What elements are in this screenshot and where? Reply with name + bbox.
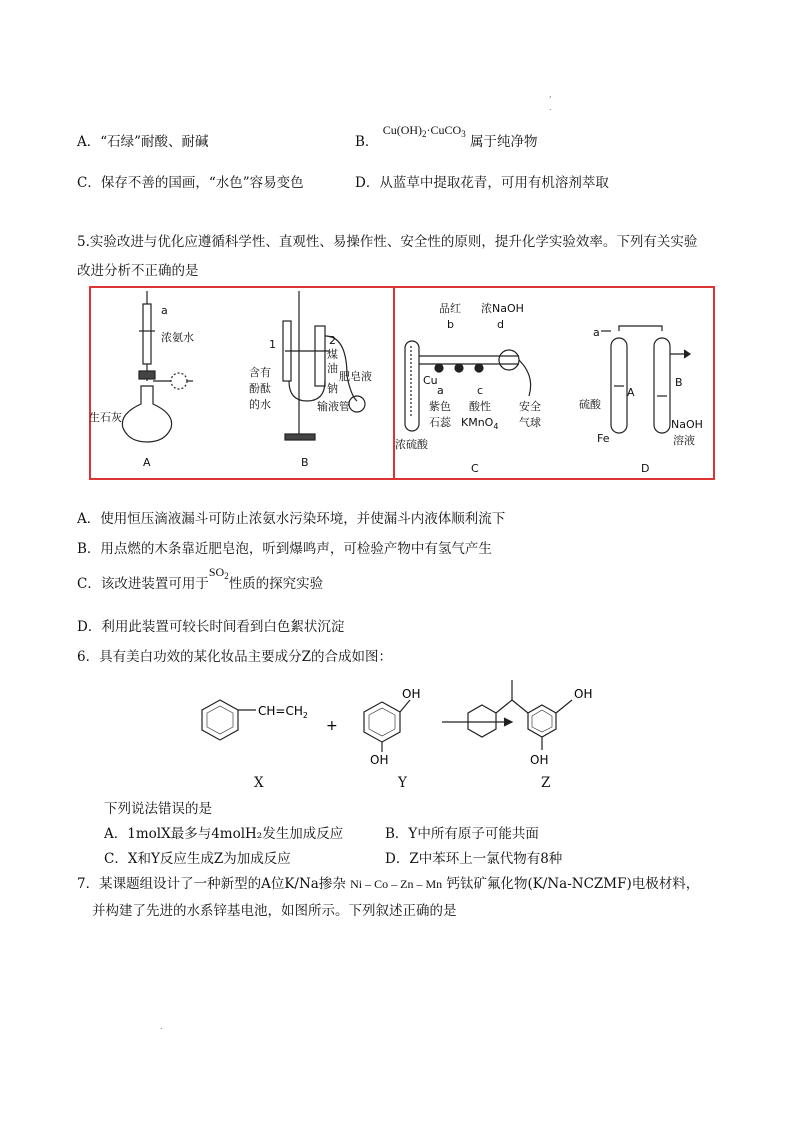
- label-tube: 输液管: [317, 400, 350, 413]
- q5-option-c-suffix: 性质的探究实验: [228, 576, 324, 592]
- q4-option-b-formula: $Cu(OH)_2\cdot CuCO_3$: [382, 123, 466, 139]
- q6-option-b: B．Y中所有原子可能共面: [385, 826, 539, 842]
- q5-option-d: D．利用此装置可较长时间看到白色絮状沉淀: [77, 619, 345, 635]
- q5-option-c-prefix: C．该改进装置可用于: [77, 576, 209, 592]
- q4-option-c: C．保存不善的国画，“水色”容易变色: [77, 175, 304, 191]
- label-1: 1: [269, 338, 276, 351]
- label-pinhong: 品红: [439, 302, 461, 315]
- label-z: Z: [541, 775, 551, 791]
- label-a2: a: [437, 384, 444, 397]
- q5-option-a: A．使用恒压滴液漏斗可防止浓氨水污染环境，并使漏斗内液体顺利流下: [77, 511, 506, 527]
- label-quicklime: 生石灰: [89, 411, 122, 424]
- label-c2: c: [477, 384, 484, 397]
- y-oh-bottom: OH: [370, 753, 389, 767]
- label-b: b: [447, 318, 454, 331]
- label-fe: Fe: [597, 432, 610, 445]
- label-sodium: 钠: [327, 382, 338, 395]
- q5-stem-line1: 5.实验改进与优化应遵循科学性、直观性、易操作性、安全性的原则，提升化学实验效率。下列有关实验: [77, 234, 698, 250]
- label-naoh-d2: 溶液: [673, 434, 695, 447]
- label-naoh-d1: NaOH: [671, 418, 703, 431]
- label-y: Y: [398, 775, 407, 791]
- stray-dot: .: [549, 103, 552, 112]
- label-phenolphthalein-2: 酚酞: [249, 382, 271, 395]
- q5-option-b: B．用点燃的木条靠近肥皂泡，听到爆鸣声，可检验产物中有氢气产生: [77, 541, 492, 557]
- q6-intro: 下列说法错误的是: [104, 801, 212, 817]
- q7-line1-part2: 钙钛矿氟化物(K/Na-NCZMF)电极材料，: [446, 876, 700, 892]
- label-phenolphthalein-1: 含有: [249, 366, 271, 379]
- label-kerosene-1: 煤: [327, 348, 338, 361]
- stray-dot: .: [160, 1022, 163, 1031]
- q6-stem: 6．具有美白功效的某化妆品主要成分Z的合成如图：: [77, 649, 392, 665]
- label-2: 2: [329, 334, 336, 347]
- q4-option-b: [355, 123, 538, 151]
- y-oh-top: OH: [402, 687, 421, 701]
- label-a-d: a: [593, 326, 600, 339]
- label-soap: 肥皂液: [339, 370, 372, 383]
- label-cu: Cu: [423, 374, 438, 387]
- label-B: B: [301, 456, 309, 469]
- label-naoh-c: 浓NaOH: [481, 302, 524, 315]
- label-B-d: B: [675, 376, 683, 389]
- q7-stem-line1: [77, 872, 699, 892]
- label-h2so4: 浓硫酸: [395, 438, 428, 451]
- label-acid: 硫酸: [579, 398, 601, 411]
- label-C: C: [471, 462, 479, 475]
- label-ammonia: 浓氨水: [161, 331, 194, 344]
- q6-option-d: D．Z中苯环上一氯代物有8种: [385, 851, 563, 867]
- q7-stem-line2: 并构建了先进的水系锌基电池，如图所示。下列叙述正确的是: [92, 903, 457, 919]
- label-litmus-1: 紫色: [429, 400, 451, 413]
- label-kmno4-1: 酸性: [469, 400, 491, 413]
- plus-sign: +: [326, 718, 338, 734]
- label-safety-1: 安全: [519, 400, 541, 413]
- label-kerosene-2: 油: [327, 362, 338, 375]
- q4-option-d: D．从蓝草中提取花青，可用有机溶剂萃取: [355, 175, 609, 191]
- q6-option-a: A．1molX最多与4molH₂发生加成反应: [104, 826, 344, 842]
- label-phenolphthalein-3: 的水: [249, 398, 271, 411]
- label-safety-2: 气球: [519, 416, 541, 429]
- q4-option-b-prefix: B．: [355, 134, 379, 150]
- q4-option-b-suffix: 属于纯净物: [470, 134, 538, 150]
- q5-stem-line2: 改进分析不正确的是: [77, 263, 199, 279]
- apparatus-figure: [89, 286, 713, 480]
- x-vinyl-group: $CH=CH_2$: [258, 704, 308, 720]
- stray-dot: ,: [549, 90, 552, 99]
- label-A: A: [143, 456, 151, 469]
- reaction-scheme: [180, 660, 640, 780]
- z-oh-top: OH: [574, 687, 593, 701]
- label-A-d: A: [627, 386, 635, 399]
- q5-option-c-formula: $SO_2$: [208, 565, 229, 581]
- label-d: d: [497, 318, 504, 331]
- q7-line1-part1: 7．某课题组设计了一种新型的A位K/Na掺杂: [77, 876, 346, 892]
- label-D: D: [641, 462, 650, 475]
- label-litmus-2: 石蕊: [429, 416, 451, 429]
- q5-option-c: [77, 565, 324, 593]
- q4-option-a: A．“石绿”耐酸、耐碱: [77, 134, 209, 150]
- label-a-top: a: [161, 304, 168, 317]
- label-x: X: [254, 775, 264, 791]
- q6-option-c: C．X和Y反应生成Z为加成反应: [104, 851, 291, 867]
- label-kmno4-2: KMnO$_4$: [461, 416, 499, 431]
- q7-formula: Ni – Co – Zn – Mn: [350, 877, 443, 891]
- z-oh-bottom: OH: [530, 753, 549, 767]
